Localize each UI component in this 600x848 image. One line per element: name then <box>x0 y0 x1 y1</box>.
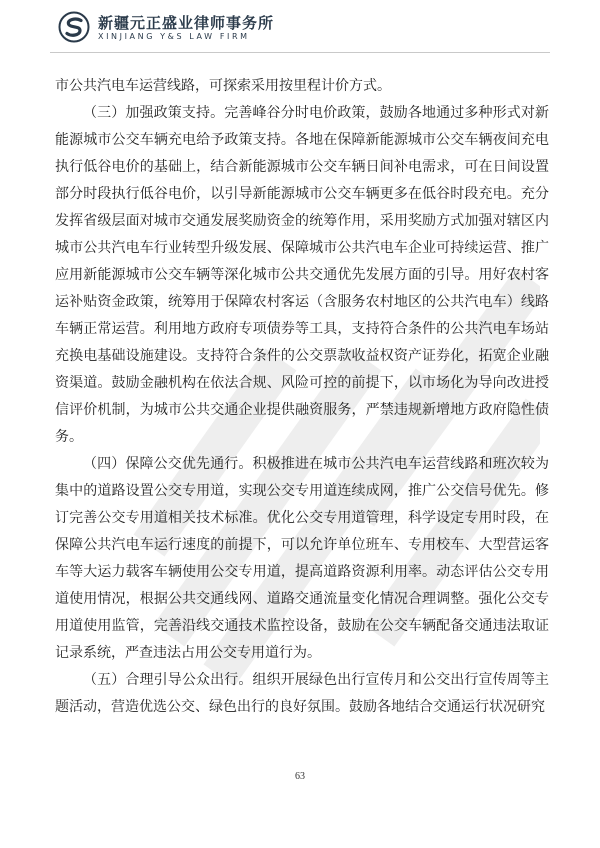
paragraph-continuation: 市公共汽电车运营线路，可探索采用按里程计价方式。 <box>55 78 391 94</box>
paragraph-bus-priority: （四）保障公交优先通行。积极推进在城市公共汽电车运营线路和班次较为集中的道路设置公交专用道，实现公交专用道连续成网，推广公交信号优先。修订完善公交专用道相关技术标准。优化公交专用道管理，科学设定专用时段，在保障公共汽电车运行速度的前提下，可以允许单位班车、专用校车、大型营运客车等大运力载客车辆使用公交专用道，提高道路资源利用率。动态评估公交专用道使用情况，根据公共交通线网、道路交通流量变化情况合理调整。强化公交专用道使用监管，完善沿线交通技术监控设备，鼓励在公交车辆配备交通违法取证记录系统，严查违法占用公交专用道行为。 <box>55 456 549 661</box>
firm-name: 新疆元正盛业律师事务所 <box>98 14 275 32</box>
header-divider <box>50 52 550 53</box>
paragraph-policy-support: （三）加强政策支持。完善峰谷分时电价政策，鼓励各地通过多种形式对新能源城市公交车辆充电给予政策支持。各地在保障新能源城市公交车辆夜间充电执行低谷电价的基础上，结合新能源城市公交车辆日间补电需求，可在日间设置部分时段执行低谷电价，以引导新能源城市公交车辆更多在低谷时段充电。充分发挥省级层面对城市交通发展奖励资金的统筹作用，采用奖励方式加强对辖区内城市公共汽电车行业转型升级发展、保障城市公共汽电车企业可持续运营、推广应用新能源城市公交车辆等深化城市公共交通优先发展方面的引导。用好农村客运补贴资金政策，统筹用于保障农村客运（含服务农村地区的公共汽电车）线路车辆正常运营。利用地方政府专项债券等工具，支持符合条件的公共汽电车场站充换电基础设施建设。支持符合条件的公交票款收益权资产证券化，拓宽企业融资渠道。鼓励金融机构在依法合规、风险可控的前提下，以市场化为导向改进授信评价机制，为城市公共交通企业提供融资服务，严禁违规新增地方政府隐性债务。 <box>55 105 549 445</box>
page-number: 63 <box>295 771 305 782</box>
page-header <box>50 8 550 48</box>
firm-name-english: XINJIANG Y&S LAW FIRM <box>98 32 250 41</box>
firm-logo-icon <box>58 11 90 43</box>
document-body <box>55 73 549 721</box>
paragraph-public-travel: （五）合理引导公众出行。组织开展绿色出行宣传月和公交出行宣传周等主题活动，营造优选公交、绿色出行的良好氛围。鼓励各地结合交通运行状况研究 <box>55 672 549 715</box>
